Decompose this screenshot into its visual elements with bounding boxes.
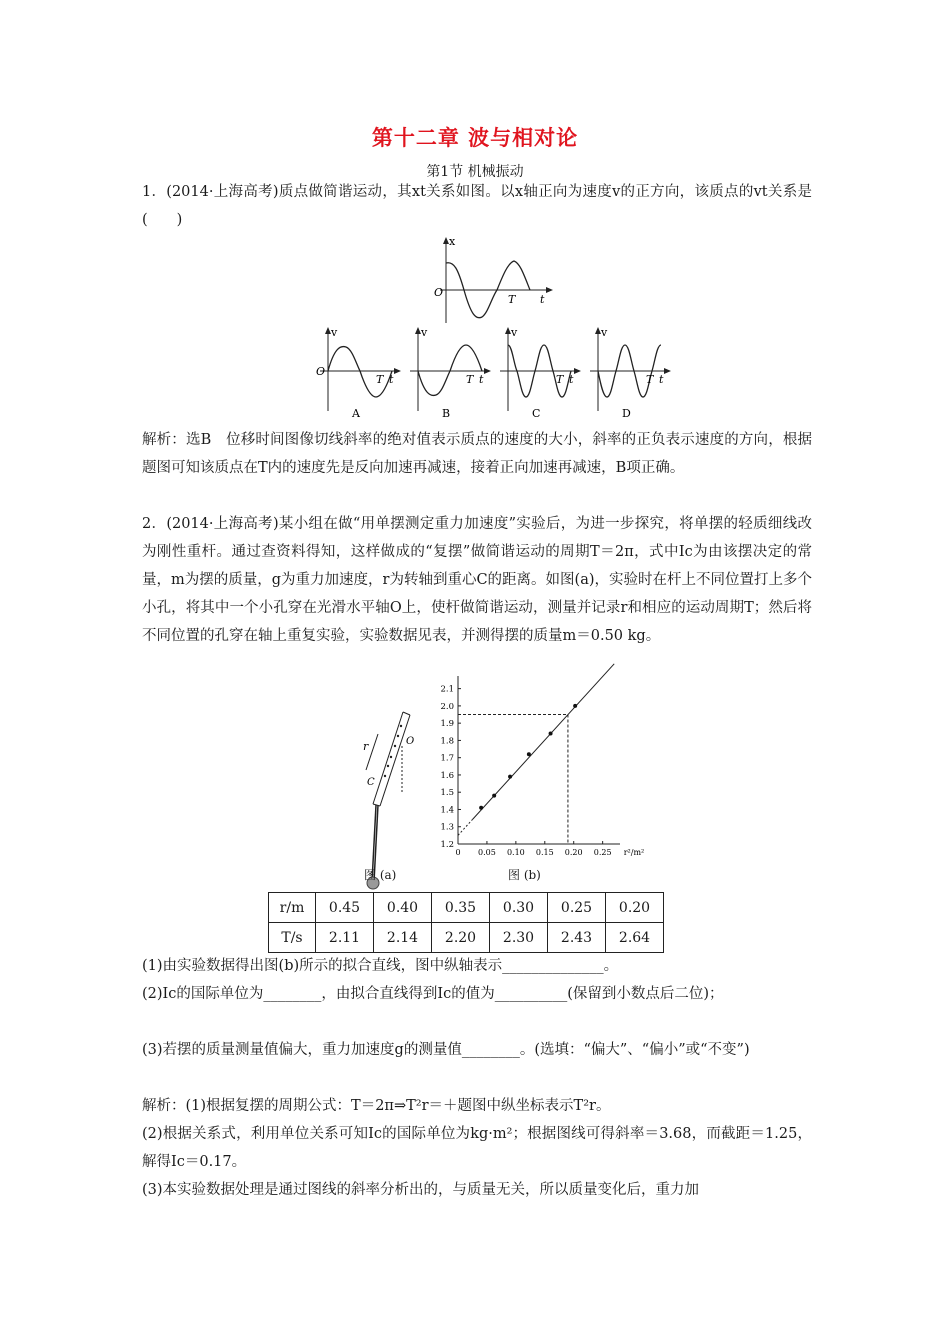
main-xlabel: t — [540, 293, 545, 306]
chapter-title: 第十二章 波与相对论 — [371, 125, 579, 150]
figure-b-caption: 图 (b) — [508, 868, 541, 882]
svg-text:T: T — [466, 373, 474, 386]
q2-sub2: (2)Ic的国际单位为________，由拟合直线得到Ic的值为__________(保留到小数点后二位)； — [142, 986, 724, 1002]
table-cell: 0.30 — [490, 893, 548, 923]
table-row-t — [269, 923, 664, 953]
q1-analysis: 解析：选B 位移时间图像切线斜率的绝对值表示质点的速度的大小，斜率的正负表示速度的方向，根据题图可知该质点在T内的速度先是反向加速再减速，接着正向加速再减速，B项正确。 — [142, 432, 812, 476]
q2-answer1: 解析：(1)根据复摆的周期公式：T＝2π⇒T²r＝＋题图中纵坐标表示T²r。 — [142, 1098, 611, 1114]
q2-answer3: (3)本实验数据处理是通过图线的斜率分析出的，与质量无关，所以质量变化后，重力加 — [142, 1182, 700, 1198]
chart-data-point — [479, 806, 483, 810]
table-header-t: T/s — [269, 923, 316, 953]
q1-option-graphs — [312, 325, 672, 424]
svg-text:t: t — [659, 373, 664, 386]
option-a-label: A — [352, 407, 360, 420]
option-d-graph — [590, 326, 671, 420]
svg-text:v: v — [331, 326, 338, 339]
svg-text:O: O — [316, 365, 326, 378]
table-cell: 0.20 — [606, 893, 664, 923]
main-t-mark: T — [508, 293, 516, 306]
svg-text:v: v — [421, 326, 428, 339]
chart-y-tick-label: 1.5 — [440, 788, 454, 799]
q2-sub1: (1)由实验数据得出图(b)所示的拟合直线，图中纵轴表示______________。 — [142, 958, 619, 974]
chart-data-point — [549, 732, 553, 736]
svg-text:r: r — [363, 740, 369, 753]
svg-text:v: v — [601, 326, 608, 339]
chart-data-point — [573, 704, 577, 708]
chart-y-tick-label: 1.6 — [440, 770, 454, 781]
chart-data-point — [508, 775, 512, 779]
chart-y-tick-label: 1.2 — [440, 840, 454, 850]
chart-y-tick-label: 1.8 — [440, 736, 454, 747]
chart-y-tick-label: 2.1 — [440, 684, 454, 695]
svg-text:t: t — [569, 373, 574, 386]
table-cell: 2.43 — [548, 923, 606, 953]
q1-stem: 1．(2014·上海高考)质点做简谐运动，其xt关系如图。以x轴正向为速度v的正方向，该质点的vt关系是( ) — [142, 184, 812, 228]
table-cell: 2.64 — [606, 923, 664, 953]
svg-text:v: v — [511, 326, 518, 339]
table-cell: 0.25 — [548, 893, 606, 923]
svg-text:T: T — [556, 373, 564, 386]
section-title: 第1节 机械振动 — [426, 164, 524, 180]
table-cell: 0.35 — [432, 893, 490, 923]
chart-y-tick-label: 2.0 — [440, 701, 454, 712]
q2-stem: 2．(2014·上海高考)某小组在做“用单摆测定重力加速度”实验后，为进一步探究，将单摆的轻质细线改为刚性重杆。通过查资料得知，这样做成的“复摆”做简谐运动的周期T＝2π，式中Ic为由该摆决定的常量，m为摆的质量，g为重力加速度，r为转轴到重心C的距离。如图(a)，实验时在杆上不同位置打上多个小孔，将其中一个小孔穿在光滑水平轴O上，使杆做简谐运动，测量并记录r和相应的运动周期T；然后将不同位置的孔穿在轴上重复实验，实验数据见表，并测得摆的质量m＝0.50 kg。 — [142, 516, 813, 644]
option-b-graph — [410, 326, 491, 420]
q2-sub3: (3)若摆的质量测量值偏大，重力加速度g的测量值________。(选填：“偏大”、“偏小”或“不变”) — [142, 1042, 750, 1058]
option-a-graph — [316, 326, 401, 420]
chart-x-tick-label: 0.10 — [506, 848, 525, 857]
figure-b-chart — [430, 672, 645, 866]
svg-text:t: t — [479, 373, 484, 386]
table-cell: 2.14 — [374, 923, 432, 953]
chart-y-tick-label: 1.4 — [440, 805, 454, 816]
chart-x-tick-label: 0.05 — [478, 848, 496, 857]
main-origin: O — [434, 286, 444, 299]
option-c-label: C — [532, 407, 541, 420]
q1-main-graph — [420, 235, 560, 334]
figure-a-caption: 图 (a) — [364, 868, 397, 882]
svg-text:O: O — [406, 736, 415, 747]
table-cell: 0.40 — [374, 893, 432, 923]
table-cell: 2.11 — [316, 923, 374, 953]
svg-text:T: T — [646, 373, 654, 386]
option-c-graph — [500, 326, 581, 420]
table-cell: 2.20 — [432, 923, 490, 953]
chart-x-axis-label: r²/m² — [623, 848, 645, 857]
chart-y-tick-label: 1.3 — [440, 822, 454, 833]
chart-data-point — [492, 794, 496, 798]
table-cell: 2.30 — [490, 923, 548, 953]
chart-y-tick-label: 1.9 — [440, 719, 454, 730]
q2-answer2: (2)根据关系式，利用单位关系可知Ic的国际单位为kg·m²；根据图线可得斜率＝3.68，而截距＝1.25，解得Ic＝0.17。 — [142, 1126, 812, 1170]
table-cell: 0.45 — [316, 893, 374, 923]
table-header-r: r/m — [269, 893, 316, 923]
chart-data-point — [527, 752, 531, 756]
table-row-r — [269, 893, 664, 923]
chart-y-tick-label: 1.7 — [440, 753, 454, 764]
option-d-label: D — [622, 407, 631, 420]
chart-origin-label: 0 — [455, 848, 461, 857]
svg-text:t: t — [389, 373, 394, 386]
option-b-label: B — [442, 407, 451, 420]
chart-x-tick-label: 0.15 — [535, 848, 554, 857]
chart-fit-line-extrapolated — [458, 819, 472, 835]
chart-x-tick-label: 0.20 — [564, 848, 583, 857]
chart-x-tick-label: 0.25 — [593, 848, 612, 857]
main-ylabel: x — [449, 235, 456, 248]
svg-text:C: C — [367, 777, 375, 788]
data-table — [268, 892, 664, 953]
svg-text:T: T — [376, 373, 384, 386]
